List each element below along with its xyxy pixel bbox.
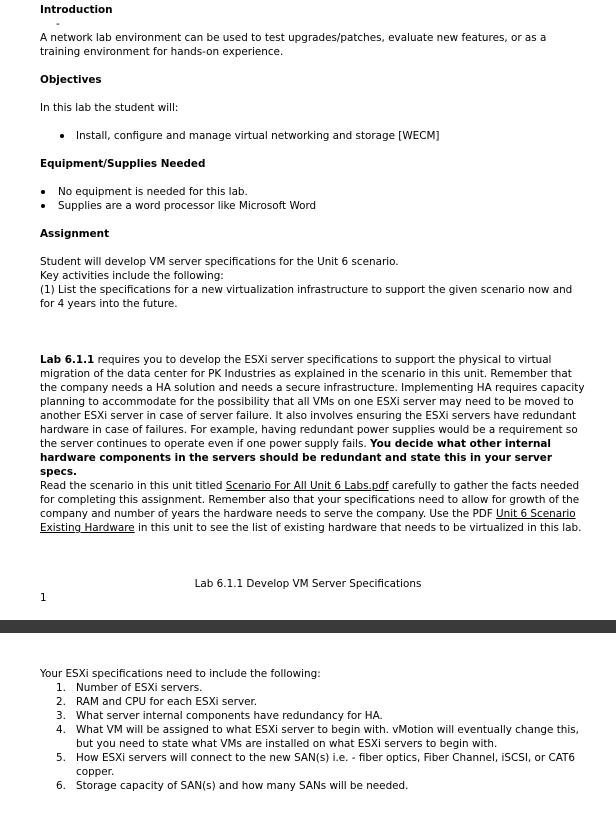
assignment-line-1: Student will develop VM server specifications for the Unit 6 scenario. bbox=[40, 256, 399, 268]
lab-body: requires you to develop the ESXi server specifications to support the physical to virtual migration of the data center for PK Industries as explained in the scenario in this unit. Remember that the company needs a HA solution and needs a secure infrastructure. Implementing HA requires capacity planning to accommodate for the possibility that all VMs on one ESXi server may need to be moved to another ESXi server in case of server failure. It also involves ensuring the ESXi servers have redundant hardware in case of failures. For example, having redundant power supplies would be a requirement so the server continues to operate even if one power supply fails. bbox=[40, 354, 585, 450]
lab-bold-tail: You decide what other internal hardware components in the servers should be redundant and state this in your server specs. bbox=[40, 438, 552, 478]
page-separator bbox=[0, 620, 616, 633]
intro-heading: Introduction bbox=[40, 4, 113, 16]
read-part-1: Read the scenario in this unit titled bbox=[40, 480, 226, 492]
list-number: 5. bbox=[56, 752, 66, 764]
scenario-link[interactable]: Scenario For All Unit 6 Labs.pdf bbox=[225, 480, 389, 492]
list-item bbox=[56, 709, 586, 723]
bullet-dot bbox=[60, 134, 64, 138]
list-text: RAM and CPU for each ESXi server. bbox=[76, 696, 258, 708]
read-paragraph bbox=[40, 479, 585, 535]
list-text: How ESXi servers will connect to the new SAN(s) i.e. - fiber optics, Fiber Channel, iSCSI, or CAT6 copper. bbox=[76, 752, 575, 778]
lab-paragraph bbox=[40, 353, 585, 479]
objectives-heading: Objectives bbox=[40, 74, 102, 86]
intro-text: A network lab environment can be used to test upgrades/patches, evaluate new features, or as a training environment for hands-on experience. bbox=[40, 32, 547, 58]
list-text: Number of ESXi servers. bbox=[76, 682, 203, 694]
assignment-heading: Assignment bbox=[40, 228, 110, 240]
read-part-2: carefully to gather the facts needed for completing this assignment. Remember also that your specifications need to allow for growth of the company and number of years the hardware needs to serve the company. Use the PDF bbox=[40, 480, 580, 520]
footer-title: Lab 6.1.1 Develop VM Server Specifications bbox=[194, 578, 422, 590]
assignment-line-2: Key activities include the following: bbox=[40, 270, 224, 282]
page-number: 1 bbox=[40, 592, 47, 604]
equipment-item: No equipment is needed for this lab. bbox=[58, 186, 248, 198]
read-part-3: in this unit to see the list of existing hardware that needs to be virtualized in this lab. bbox=[134, 522, 582, 534]
page-2 bbox=[0, 633, 616, 821]
list-number: 1. bbox=[56, 682, 66, 694]
list-number: 2. bbox=[56, 696, 66, 708]
list-text: What VM will be assigned to what ESXi server to begin with. vMotion will eventually change this, but you need to state what VMs are installed on what ESXi servers to begin with. bbox=[76, 724, 579, 750]
list-item bbox=[56, 723, 586, 751]
list-item bbox=[56, 695, 586, 709]
list-item bbox=[56, 681, 586, 695]
list-number: 6. bbox=[56, 780, 66, 792]
page2-lead: Your ESXi specifications need to include the following: bbox=[40, 668, 321, 680]
bullet-dot bbox=[41, 204, 45, 208]
list-number: 3. bbox=[56, 710, 66, 722]
objectives-lead: In this lab the student will: bbox=[40, 102, 179, 114]
list-item bbox=[56, 751, 586, 779]
equipment-item: Supplies are a word processor like Microsoft Word bbox=[58, 200, 317, 212]
lab-label: Lab 6.1.1 bbox=[40, 354, 95, 366]
existing-hardware-link[interactable]: Unit 6 Scenario Existing Hardware bbox=[40, 508, 576, 534]
assignment-line-3: (1) List the specifications for a new virtualization infrastructure to support the given scenario now and for 4 years into the future. bbox=[40, 284, 573, 310]
intro-dash: - bbox=[56, 18, 60, 30]
list-text: Storage capacity of SAN(s) and how many SANs will be needed. bbox=[76, 780, 409, 792]
list-item bbox=[56, 779, 586, 793]
list-text: What server internal components have redundancy for HA. bbox=[76, 710, 383, 722]
list-number: 4. bbox=[56, 724, 66, 736]
equipment-heading: Equipment/Supplies Needed bbox=[40, 158, 206, 170]
objective-item: Install, configure and manage virtual networking and storage [WECM] bbox=[76, 130, 440, 142]
bullet-dot bbox=[41, 190, 45, 194]
